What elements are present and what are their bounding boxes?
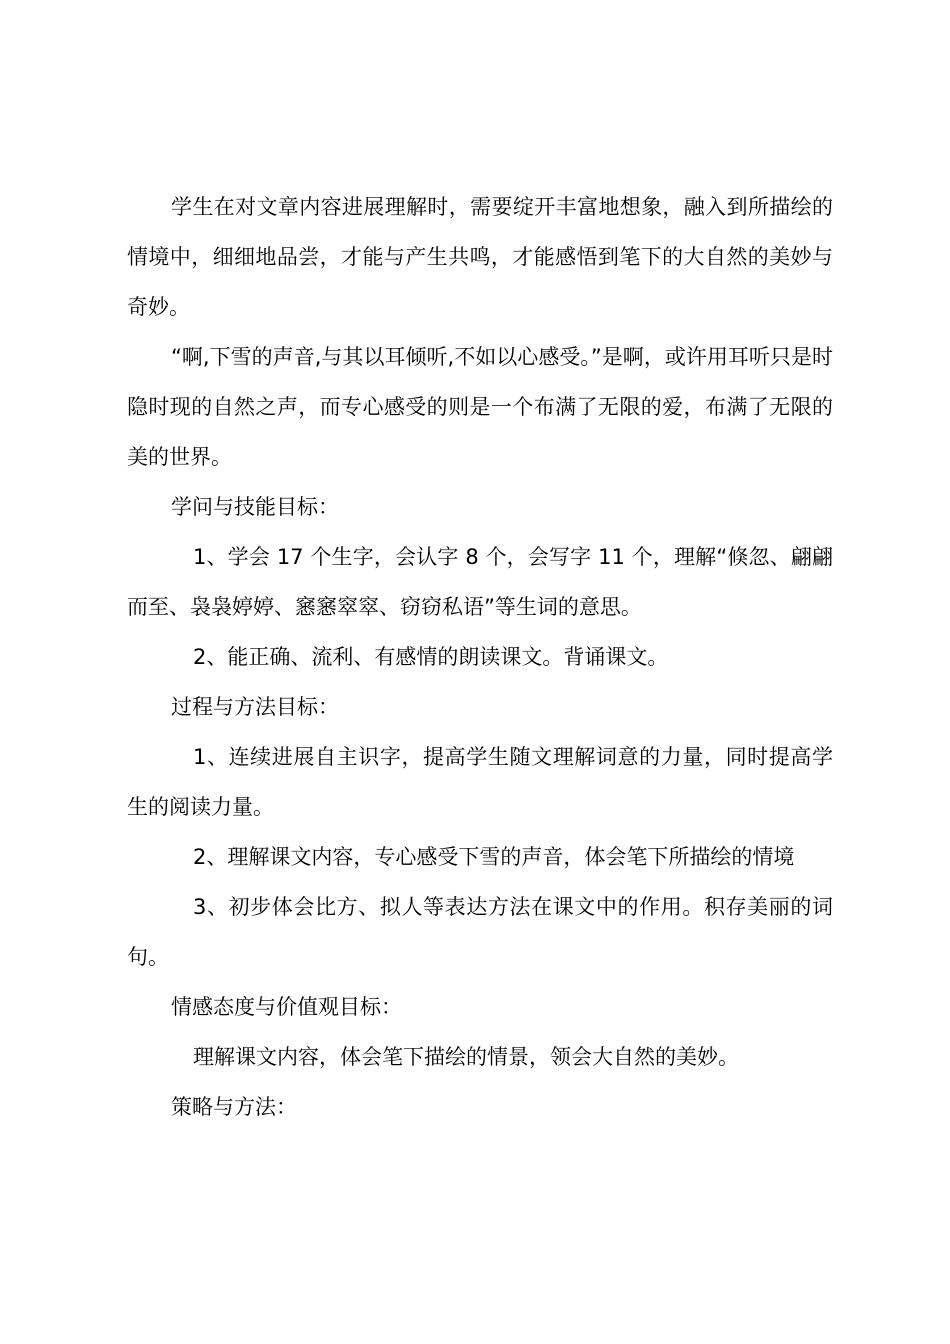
list-item-knowledge-1: 1、学会 17 个生字，会认字 8 个，会写字 11 个，理解“倏忽、翩翩而至、袅袅婷婷、窸窸窣窣、窃窃私语”等生词的意思。	[127, 545, 833, 619]
heading-process-goals: 过程与方法目标：	[171, 695, 339, 719]
list-item-process-2: 2、理解课文内容，专心感受下雪的声音，体会笔下所描绘的情境	[193, 845, 795, 869]
list-item-knowledge-2: 2、能正确、流利、有感情的朗读课文。背诵课文。	[193, 645, 669, 669]
document-body	[127, 182, 833, 1132]
heading-strategy: 策略与方法：	[171, 1095, 297, 1119]
paragraph-emotion-goal: 理解课文内容，体会笔下描绘的情景，领会大自然的美妙。	[193, 1045, 739, 1069]
paragraph-intro: 学生在对文章内容进展理解时，需要绽开丰富地想象，融入到所描绘的情境中，细细地品尝，才能与产生共鸣，才能感悟到笔下的大自然的美妙与奇妙。	[127, 195, 833, 319]
heading-knowledge-goals: 学问与技能目标：	[171, 495, 339, 519]
list-item-process-1: 1、连续进展自主识字，提高学生随文理解词意的力量，同时提高学生的阅读力量。	[127, 745, 833, 819]
paragraph-quote: “啊,下雪的声音,与其以耳倾听,不如以心感受。”是啊，或许用耳听只是时隐时现的自然之声，而专心感受的则是一个布满了无限的爱，布满了无限的美的世界。	[127, 345, 833, 469]
heading-emotion-goals: 情感态度与价值观目标：	[171, 995, 402, 1019]
list-item-process-3: 3、初步体会比方、拟人等表达方法在课文中的作用。积存美丽的词句。	[127, 895, 833, 969]
